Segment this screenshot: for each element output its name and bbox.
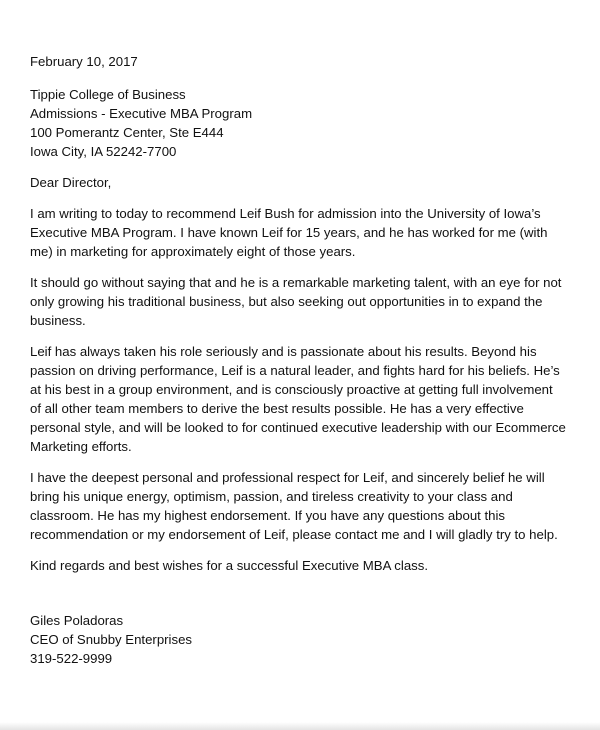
paragraph-line: I am writing to today to recommend Leif Bush for admission into the University of Iowa’s xyxy=(30,206,541,221)
paragraph-line: Leif has always taken his role seriously and is passionate about his results. Beyond his xyxy=(30,344,537,359)
paragraph-line: It should go without saying that and he is a remarkable marketing talent, with an eye for not xyxy=(30,275,562,290)
recipient-line: Tippie College of Business xyxy=(30,87,186,102)
recipient-line: 100 Pomerantz Center, Ste E444 xyxy=(30,125,224,140)
paragraph-line: of all other team members to derive the best results possible. He has a very effective xyxy=(30,401,524,416)
signer-title: CEO of Snubby Enterprises xyxy=(30,632,192,647)
paragraph-line: I have the deepest personal and professional respect for Leif, and sincerely belief he will xyxy=(30,470,545,485)
page-bottom-edge xyxy=(0,722,600,730)
paragraph-line: me) in marketing for approximately eight of those years. xyxy=(30,244,356,259)
paragraph-line: bring his unique energy, optimism, passion, and tireless creativity to your class and xyxy=(30,489,513,504)
paragraph-line: only growing his traditional business, but also seeking out opportunities in to expand the xyxy=(30,294,543,309)
recipient-address xyxy=(30,85,560,161)
paragraph-4 xyxy=(30,468,560,544)
paragraph-line: personal style, and will be looked to for continued executive leadership with our Ecommerce xyxy=(30,420,566,435)
paragraph-2 xyxy=(30,273,560,330)
closing-paragraph xyxy=(30,556,560,575)
salutation: Dear Director, xyxy=(30,175,112,190)
paragraph-1 xyxy=(30,204,560,261)
letter-body xyxy=(30,52,566,668)
paragraph-line: classroom. He has my highest endorsement. If you have any questions about this xyxy=(30,508,506,523)
paragraph-line: business. xyxy=(30,313,86,328)
signer-name: Giles Poladoras xyxy=(30,613,124,628)
recipient-line: Iowa City, IA 52242-7700 xyxy=(30,144,177,159)
paragraph-line: recommendation or my endorsement of Leif, please contact me and I will gladly try to help. xyxy=(30,527,558,542)
paragraph-3 xyxy=(30,342,566,456)
signature-block xyxy=(30,611,560,668)
letter-date: February 10, 2017 xyxy=(30,54,138,69)
paragraph-line: Kind regards and best wishes for a successful Executive MBA class. xyxy=(30,558,429,573)
paragraph-line: passion on driving performance, Leif is a natural leader, and fights hard for his beliefs. He’s xyxy=(30,363,560,378)
signer-phone: 319-522-9999 xyxy=(30,651,113,666)
paragraph-line: Marketing efforts. xyxy=(30,439,132,454)
paragraph-line: Executive MBA Program. I have known Leif for 15 years, and he has worked for me (with xyxy=(30,225,548,240)
recipient-line: Admissions - Executive MBA Program xyxy=(30,106,253,121)
paragraph-line: at his best in a group environment, and is consciously proactive at getting full involvement xyxy=(30,382,553,397)
